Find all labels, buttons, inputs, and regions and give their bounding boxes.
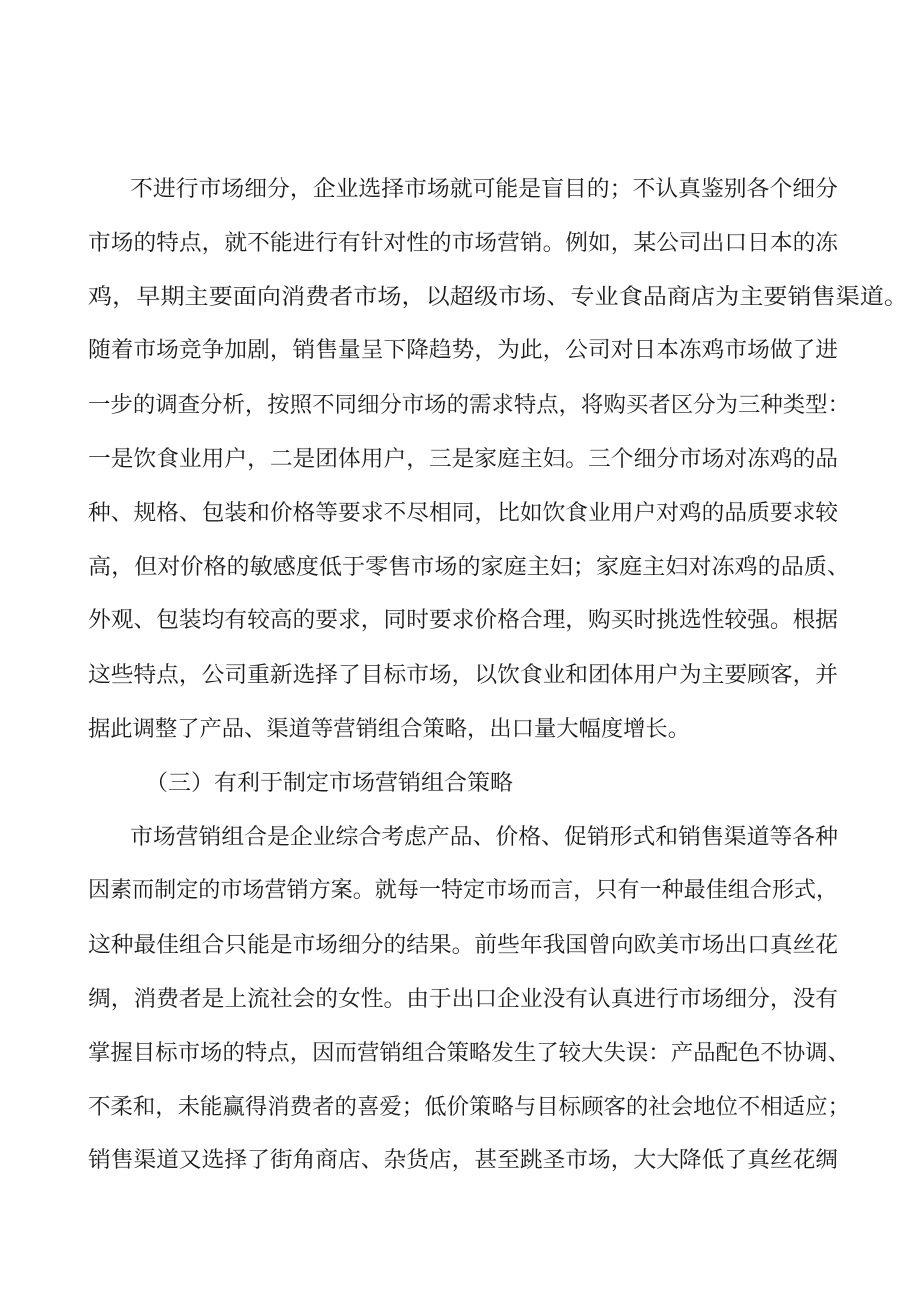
paragraph-line: 高，但对价格的敏感度低于零售市场的家庭主妇；家庭主妇对冻鸡的品质、 — [88, 555, 851, 580]
paragraph-line: 据此调整了产品、渠道等营销组合策略，出口量大幅度增长。 — [88, 717, 691, 742]
paragraph-line: 绸，消费者是上流社会的女性。由于出口企业没有认真进行市场细分，没有 — [88, 987, 839, 1012]
paragraph-line: 外观、包装均有较高的要求，同时要求价格合理，购买时挑选性较强。根据 — [88, 608, 839, 633]
paragraph-line: 市场的特点，就不能进行有针对性的市场营销。例如，某公司出口日本的冻 — [88, 231, 839, 256]
paragraph-line: 这些特点，公司重新选择了目标市场，以饮食业和团体用户为主要顾客，并 — [88, 663, 839, 688]
paragraph-line: 销售渠道又选择了街角商店、杂货店，甚至跳圣市场，大大降低了真丝花绸 — [88, 1148, 839, 1173]
paragraph-line: 不进行市场细分，企业选择市场就可能是盲目的；不认真鉴别各个细分 — [130, 177, 839, 202]
paragraph-line: 不柔和，未能赢得消费者的喜爱；低价策略与目标顾客的社会地位不相适应； — [88, 1095, 851, 1120]
paragraph-line: 这种最佳组合只能是市场细分的结果。前些年我国曾向欧美市场出口真丝花 — [88, 933, 839, 958]
paragraph-line: 一是饮食业用户，二是团体用户，三是家庭主妇。三个细分市场对冻鸡的品 — [88, 447, 839, 472]
paragraph-line: 随着市场竞争加剧，销售量呈下降趋势，为此，公司对日本冻鸡市场做了进 — [88, 338, 839, 363]
paragraph-line: 因素而制定的市场营销方案。就每一特定市场而言，只有一种最佳组合形式， — [88, 878, 839, 903]
paragraph-line: 市场营销组合是企业综合考虑产品、价格、促销形式和销售渠道等各种 — [130, 825, 839, 850]
paragraph-line: 种、规格、包装和价格等要求不尽相同，比如饮食业用户对鸡的品质要求较 — [88, 501, 839, 526]
paragraph-line: 一步的调查分析，按照不同细分市场的需求特点，将购买者区分为三种类型： — [88, 393, 851, 418]
paragraph-line: 掌握目标市场的特点，因而营销组合策略发生了较大失误：产品配色不协调、 — [88, 1041, 851, 1066]
paragraph-line: 鸡，早期主要面向消费者市场，以超级市场、专业食品商店为主要销售渠道。 — [88, 285, 909, 310]
section-heading: （三）有利于制定市场营销组合策略 — [145, 771, 514, 796]
